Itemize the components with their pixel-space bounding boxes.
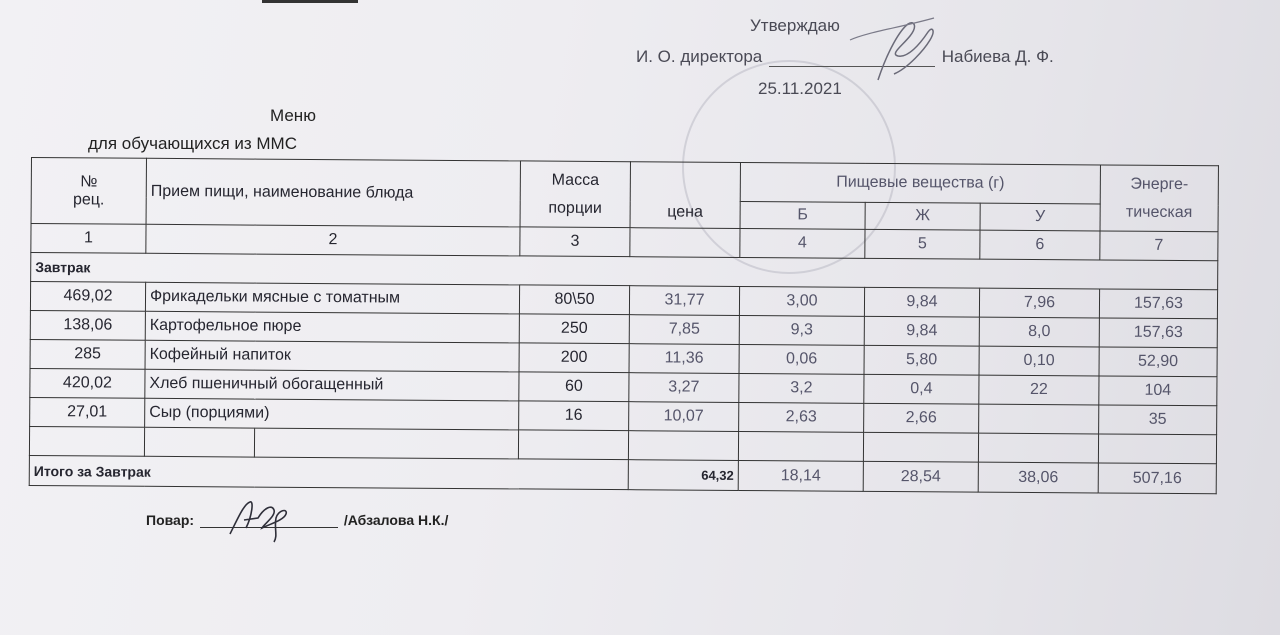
top-rule [262, 0, 358, 3]
menu-subtitle: для обучающихся из ММС [88, 134, 297, 153]
mass-cell: 16 [519, 401, 629, 431]
carb-cell [979, 404, 1099, 434]
total-protein: 18,14 [738, 460, 863, 491]
col-number: 6 [980, 230, 1100, 260]
fat-cell: 2,66 [864, 403, 979, 433]
col-header-price: цена [630, 162, 740, 229]
col-header-mass [520, 161, 630, 228]
price-cell: 31,77 [629, 286, 739, 316]
fat-cell: 9,84 [864, 316, 979, 346]
energy-header-line1: Энерге- [1130, 175, 1189, 193]
bleed-through-text [940, 565, 947, 591]
recipe-cell: 420,02 [30, 368, 145, 398]
mass-cell: 60 [519, 372, 629, 402]
protein-cell: 9,3 [739, 315, 864, 345]
mass-cell: 250 [519, 314, 629, 344]
empty-cell [1098, 434, 1216, 464]
col-number: 1 [31, 224, 146, 254]
col-header-protein: Б [740, 201, 865, 229]
protein-cell: 3,2 [739, 373, 864, 403]
recipe-cell: 285 [30, 339, 145, 369]
energy-header-line2: тическая [1125, 203, 1193, 221]
energy-cell: 157,63 [1099, 318, 1217, 348]
recipe-cell: 138,06 [30, 310, 145, 340]
fat-cell: 9,84 [864, 287, 979, 317]
total-price: 64,32 [628, 460, 738, 491]
col-header-energy [1100, 165, 1218, 232]
total-fat: 28,54 [863, 461, 978, 492]
menu-table [29, 157, 1219, 494]
dish-name-cell: Кофейный напиток [145, 340, 519, 372]
director-signature [838, 10, 948, 90]
section-label: Завтрак [31, 253, 1218, 290]
carb-cell: 7,96 [979, 288, 1099, 318]
empty-cell [628, 431, 738, 461]
approve-label: Утверждаю [750, 16, 840, 35]
total-energy: 507,16 [1098, 463, 1216, 494]
energy-cell: 52,90 [1099, 347, 1217, 377]
col-header-recipe [31, 158, 146, 225]
col-header-fat: Ж [865, 202, 980, 230]
protein-cell: 3,00 [739, 286, 864, 316]
director-name: Набиева Д. Ф. [941, 47, 1054, 66]
recipe-cell: 27,01 [30, 397, 145, 427]
empty-cell [863, 432, 978, 462]
carb-cell: 0,10 [979, 346, 1099, 376]
col-header-meal: Прием пищи, наименование блюда [146, 158, 520, 227]
total-label: Итого за Завтрак [29, 455, 628, 489]
fat-cell: 0,4 [864, 374, 979, 404]
mass-cell: 80\50 [519, 285, 629, 315]
empty-cell [144, 427, 254, 457]
price-cell: 3,27 [629, 373, 739, 403]
col-number: 3 [520, 227, 630, 257]
recipe-cell: 469,02 [30, 282, 145, 312]
cook-signature-line [146, 512, 448, 528]
col-header-carb: У [980, 203, 1100, 231]
dish-name-cell: Сыр (порциями) [145, 398, 519, 430]
dish-name-cell: Хлеб пшеничный обогащенный [145, 369, 519, 401]
empty-cell [29, 426, 144, 456]
cook-name: /Абзалова Н.К./ [343, 512, 449, 528]
dish-name-cell: Фрикадельки мясные с томатным [145, 282, 519, 314]
col-number: 5 [865, 229, 980, 259]
price-cell: 11,36 [629, 344, 739, 374]
menu-title: Меню [270, 106, 316, 125]
header-row-1 [31, 158, 1218, 205]
dish-name-cell: Картофельное пюре [145, 311, 519, 343]
approval-date: 25.11.2021 [758, 79, 842, 98]
col-number: 4 [740, 228, 865, 258]
director-label: И. О. директора [636, 47, 763, 66]
energy-cell: 35 [1099, 405, 1217, 435]
col-header-nutrients: Пищевые вещества (г) [740, 162, 1100, 204]
energy-cell: 157,63 [1099, 289, 1217, 319]
protein-cell: 0,06 [739, 344, 864, 374]
fat-cell: 5,80 [864, 345, 979, 375]
mass-header-line1: Масса [551, 171, 600, 189]
carb-cell: 8,0 [979, 317, 1099, 347]
col-number: 7 [1100, 231, 1218, 261]
mass-header-line2: порции [548, 199, 602, 217]
cook-label: Повар: [146, 512, 195, 528]
empty-cell [254, 428, 518, 459]
total-carb: 38,06 [978, 462, 1098, 493]
price-cell: 7,85 [629, 315, 739, 345]
col-number-empty [630, 228, 740, 258]
price-cell: 10,07 [629, 402, 739, 432]
col-number: 2 [146, 224, 520, 256]
carb-cell: 22 [979, 375, 1099, 405]
mass-cell: 200 [519, 343, 629, 373]
recipe-header-line2: рец. [72, 190, 105, 209]
empty-cell [978, 433, 1098, 463]
energy-cell: 104 [1099, 376, 1217, 406]
empty-cell [738, 431, 863, 461]
recipe-header-line1: № [80, 172, 98, 190]
empty-cell [518, 430, 628, 460]
protein-cell: 2,63 [739, 402, 864, 432]
cook-signature [224, 494, 294, 544]
